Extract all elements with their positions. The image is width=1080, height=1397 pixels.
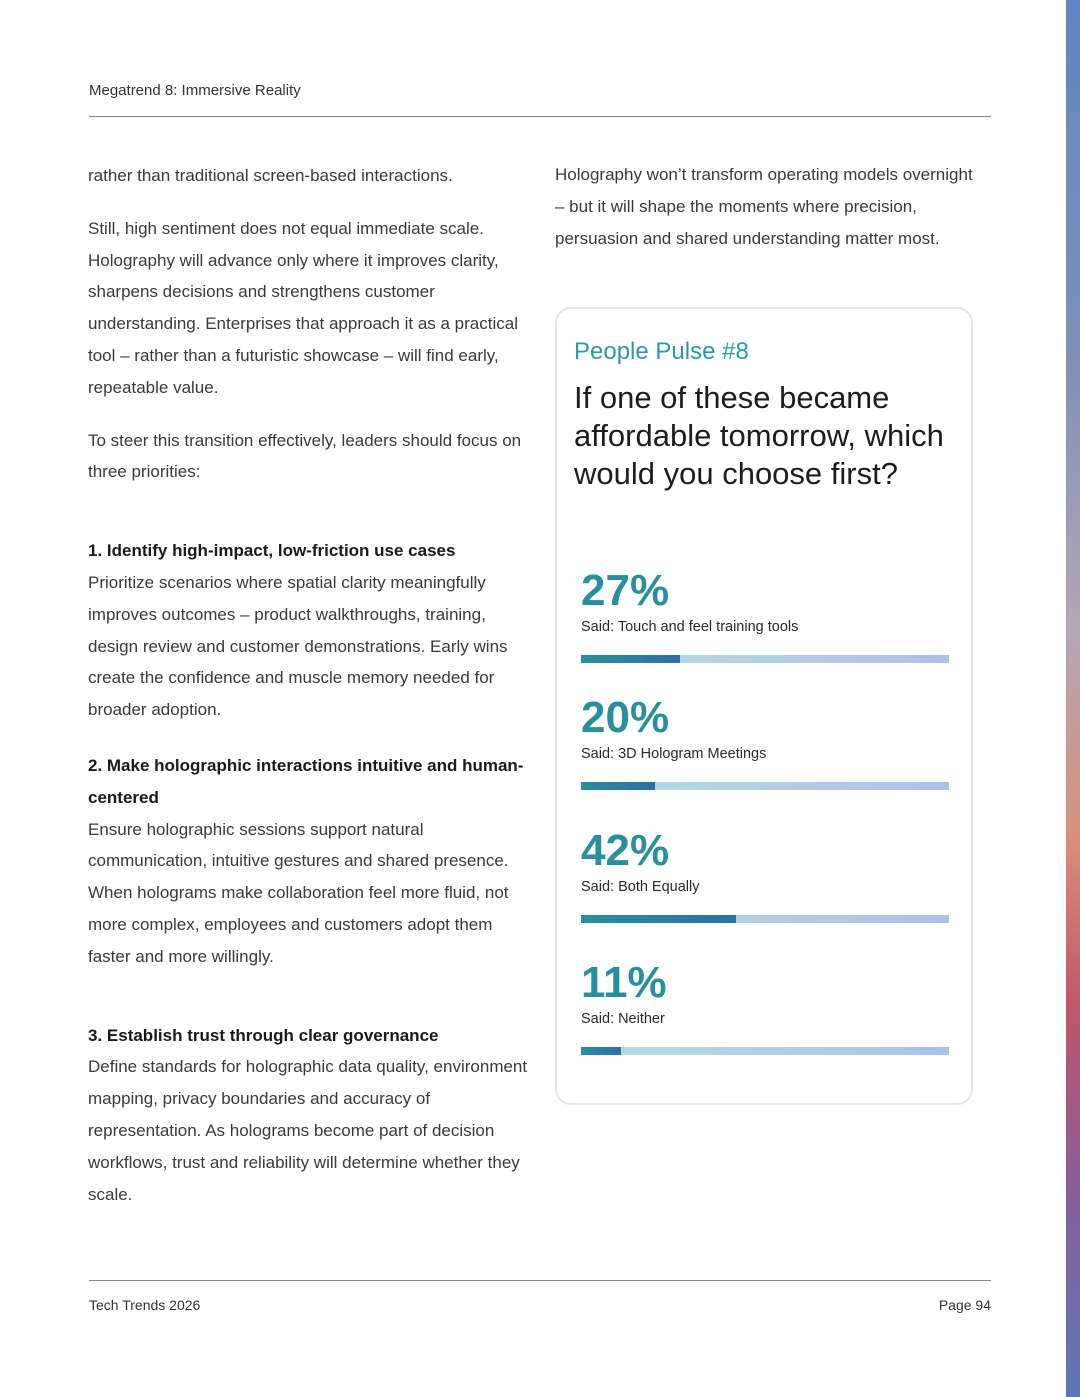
people-pulse-card [555,307,973,1105]
footer-publication: Tech Trends 2026 [89,1297,201,1313]
result-bar-fill [581,915,736,923]
priority-3-heading: 3. Establish trust through clear governance [88,1025,439,1045]
result-bar-track [581,782,949,790]
pulse-question: If one of these became affordable tomorrow, which would you choose first? [574,380,944,491]
priority-3 [88,1020,528,1211]
result-percent: 11% [581,958,667,1007]
right-column [555,159,975,254]
priority-2-text: Ensure holographic sessions support natural communication, intuitive gestures and shared presence. When holograms make collaboration feel more fluid, not more complex, employees and customers adopt them faster and more willingly. [88,819,509,966]
priority-1-heading: 1. Identify high-impact, low-friction use cases [88,541,456,561]
result-label: Said: 3D Hologram Meetings [581,746,767,762]
priority-1 [88,535,528,726]
result-label: Said: Touch and feel training tools [581,619,799,635]
result-bar-track [581,655,949,663]
result-label: Said: Both Equally [581,879,700,895]
pulse-result-2 [581,694,949,790]
pulse-label: People Pulse #8 [574,338,749,365]
left-column [88,160,528,1210]
page-header-title: Megatrend 8: Immersive Reality [89,82,301,99]
pulse-result-1 [581,567,949,663]
result-bar-fill [581,1047,621,1055]
priority-2 [88,750,528,973]
paragraph-priorities-intro: To steer this transition effectively, leaders should focus on three priorities: [88,430,522,482]
result-bar-fill [581,782,655,790]
paragraph-continued: rather than traditional screen-based interactions. [88,166,453,185]
result-bar-track [581,1047,949,1055]
pulse-result-4 [581,959,949,1055]
result-bar-track [581,915,949,923]
result-label: Said: Neither [581,1011,665,1027]
priority-2-heading: 2. Make holographic interactions intuitive and human-centered [88,755,524,807]
paragraph-holography-outlook: Holography won’t transform operating models overnight – but it will shape the moments where precision, persuasion and shared understanding matter most. [555,165,973,248]
result-percent: 20% [581,693,670,742]
footer-divider [89,1280,991,1281]
priority-1-text: Prioritize scenarios where spatial clarity meaningfully improves outcomes – product walkthroughs, training, design review and customer demonstrations. Early wins create the confidence and muscle memory needed for broader adoption. [88,572,508,720]
paragraph-sentiment: Still, high sentiment does not equal immediate scale. Holography will advance only where it improves clarity, sharpens decisions and strengthens customer understanding. Enterprises that approach it as a practical tool – rather than a futuristic showcase – will find early, repeatable value. [88,218,518,397]
result-bar-fill [581,655,680,663]
pulse-result-3 [581,827,949,923]
page-edge-gradient [1066,0,1080,1397]
footer-page-number: Page 94 [938,1297,991,1313]
priority-3-text: Define standards for holographic data quality, environment mapping, privacy boundaries and accuracy of representation. As holograms become part of decision workflows, trust and reliability will determine whether they scale. [88,1057,528,1204]
result-percent: 27% [581,566,670,615]
header-divider [89,116,991,117]
result-percent: 42% [581,826,670,875]
